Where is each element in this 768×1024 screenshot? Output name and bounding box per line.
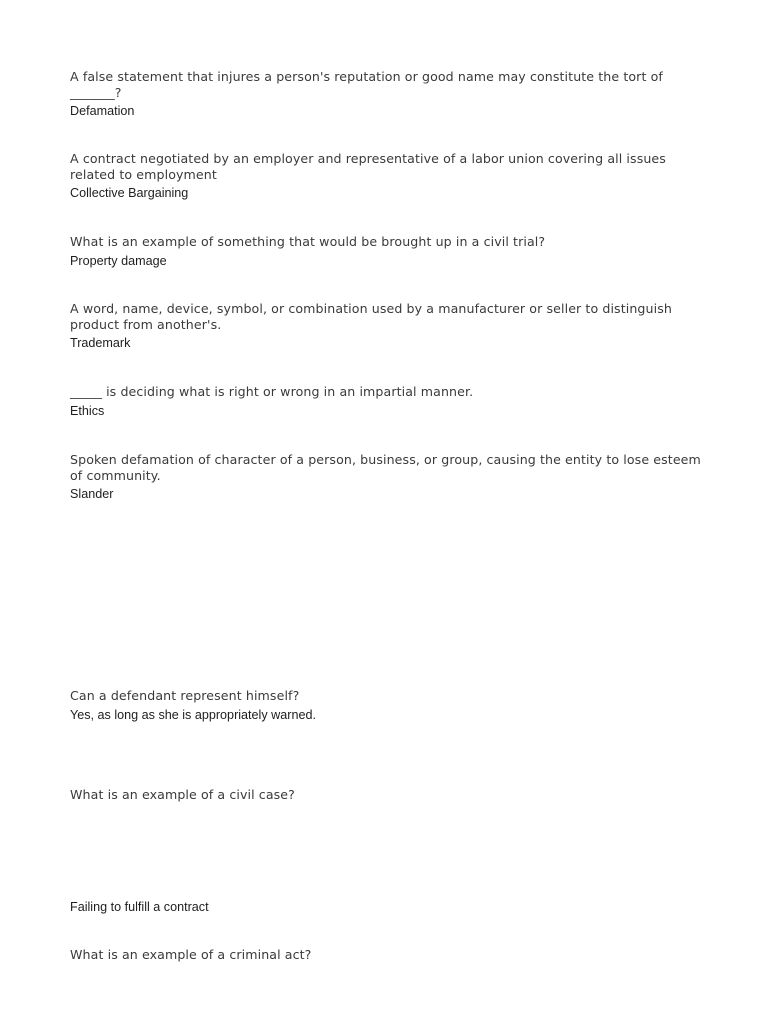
flashcard-8-question [70,787,710,803]
question-text: _____ is deciding what is right or wrong in an impartial manner. [70,384,474,399]
question-text: What is an example of a civil case? [70,787,295,802]
answer-text: Failing to fulfill a contract [70,900,209,914]
flashcard-2 [70,151,710,201]
answer-text: Property damage [70,253,167,268]
question-text: A word, name, device, symbol, or combination used by a manufacturer or seller to distinguish product from another's. [70,301,672,332]
answer-text: Ethics [70,403,105,418]
flashcard-5 [70,384,710,419]
question-text: Can a defendant represent himself? [70,688,300,703]
flashcard-4 [70,301,710,351]
question-text: A false statement that injures a person's reputation or good name may constitute the tort of _______? [70,69,663,100]
question-text: Spoken defamation of character of a person, business, or group, causing the entity to lose esteem of community. [70,452,701,483]
flashcard-9 [70,947,710,963]
answer-text: Slander [70,487,114,501]
flashcard-6 [70,452,710,502]
answer-text: Yes, as long as she is appropriately warned. [70,707,316,722]
answer-text: Trademark [70,336,131,350]
question-text: What is an example of a criminal act? [70,947,312,962]
flashcard-7 [70,688,710,723]
flashcard-1 [70,69,710,119]
question-text: What is an example of something that would be brought up in a civil trial? [70,234,546,249]
answer-text: Defamation [70,104,135,118]
question-text: A contract negotiated by an employer and representative of a labor union covering all issues related to employment [70,151,666,182]
flashcard-3 [70,234,710,269]
answer-text: Collective Bargaining [70,186,189,200]
